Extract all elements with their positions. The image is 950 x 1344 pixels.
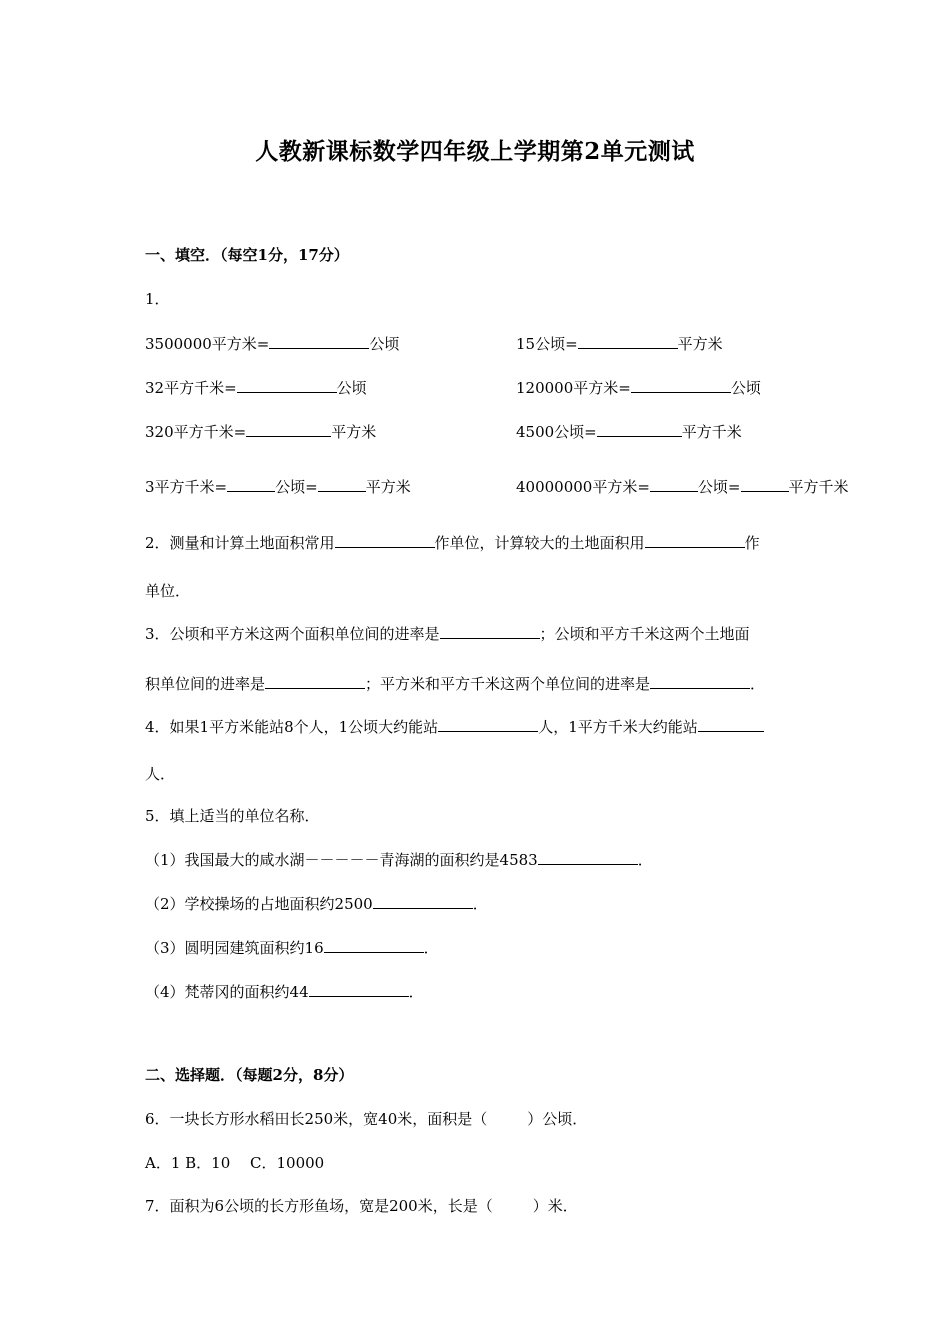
answer-blank[interactable] bbox=[246, 421, 331, 437]
answer-blank[interactable] bbox=[373, 893, 473, 909]
answer-blank[interactable] bbox=[650, 673, 750, 689]
answer-blank[interactable] bbox=[227, 476, 275, 492]
question-4: 4．如果1平方米能站8个人，1公顷大约能站 人，1平方千米大约能站 bbox=[145, 716, 764, 737]
section-heading-multiple-choice: 二、选择题．（每题2分，8分） bbox=[145, 1066, 354, 1084]
answer-blank[interactable] bbox=[318, 476, 366, 492]
question-3: 3．公顷和平方米这两个面积单位间的进率是 ；公顷和平方千米这两个土地面 bbox=[145, 625, 750, 643]
question-4-continued: 人． bbox=[145, 765, 176, 783]
question-2: 2．测量和计算土地面积常用 作单位，计算较大的土地面积用 作 bbox=[145, 534, 760, 552]
answer-blank[interactable] bbox=[698, 716, 764, 732]
answer-blank[interactable] bbox=[269, 333, 369, 349]
answer-blank[interactable] bbox=[645, 532, 745, 548]
answer-blank[interactable] bbox=[335, 532, 435, 548]
question-6: 6．一块长方形水稻田长250米，宽40米，面积是（ ）公顷． bbox=[145, 1110, 588, 1128]
page-title: 人教新课标数学四年级上学期第2单元测试 bbox=[255, 138, 695, 165]
q1-row4-right: 40000000平方米= 公顷= 平方千米 bbox=[516, 478, 849, 496]
answer-blank[interactable] bbox=[265, 673, 365, 689]
question-5-item-2: （2）学校操场的占地面积约2500 ． bbox=[145, 895, 488, 913]
answer-blank[interactable] bbox=[741, 476, 789, 492]
answer-blank[interactable] bbox=[237, 377, 337, 393]
q1-row2-left: 32平方千米= 公顷 bbox=[145, 379, 367, 397]
answer-blank[interactable] bbox=[538, 849, 638, 865]
question-1-number: 1． bbox=[145, 290, 170, 308]
question-5-stem: 5．填上适当的单位名称． bbox=[145, 807, 320, 825]
q1-row3-right: 4500公顷= 平方千米 bbox=[516, 423, 742, 441]
q1-row2-right: 120000平方米= 公顷 bbox=[516, 379, 761, 397]
answer-blank[interactable] bbox=[438, 716, 538, 732]
answer-blank[interactable] bbox=[309, 981, 409, 997]
question-5-item-1: （1）我国最大的咸水湖－－－－－青海湖的面积约是4583 ． bbox=[145, 851, 653, 869]
question-6-options: A．1 B．10 C．10000 bbox=[145, 1154, 325, 1172]
answer-blank[interactable] bbox=[440, 623, 540, 639]
question-2-continued: 单位． bbox=[145, 582, 191, 600]
answer-blank[interactable] bbox=[650, 476, 698, 492]
answer-blank[interactable] bbox=[578, 333, 678, 349]
q1-row1-right: 15公顷= 平方米 bbox=[516, 335, 723, 353]
question-5-item-3: （3）圆明园建筑面积约16 ． bbox=[145, 939, 439, 957]
question-5-item-4: （4）梵蒂冈的面积约44 ． bbox=[145, 983, 424, 1001]
question-3-continued: 积单位间的进率是 ；平方米和平方千米这两个单位间的进率是 ． bbox=[145, 675, 766, 693]
answer-blank[interactable] bbox=[597, 421, 682, 437]
question-7: 7．面积为6公顷的长方形鱼场，宽是200米，长是（ ）米． bbox=[145, 1197, 578, 1215]
q1-row4-left: 3平方千米= 公顷= 平方米 bbox=[145, 478, 411, 496]
q1-row1-left: 3500000平方米= 公顷 bbox=[145, 335, 400, 353]
q1-row3-left: 320平方千米= 平方米 bbox=[145, 423, 377, 441]
section-heading-fill-blank: 一、填空．（每空1分，17分） bbox=[145, 246, 349, 264]
answer-blank[interactable] bbox=[324, 937, 424, 953]
answer-blank[interactable] bbox=[631, 377, 731, 393]
